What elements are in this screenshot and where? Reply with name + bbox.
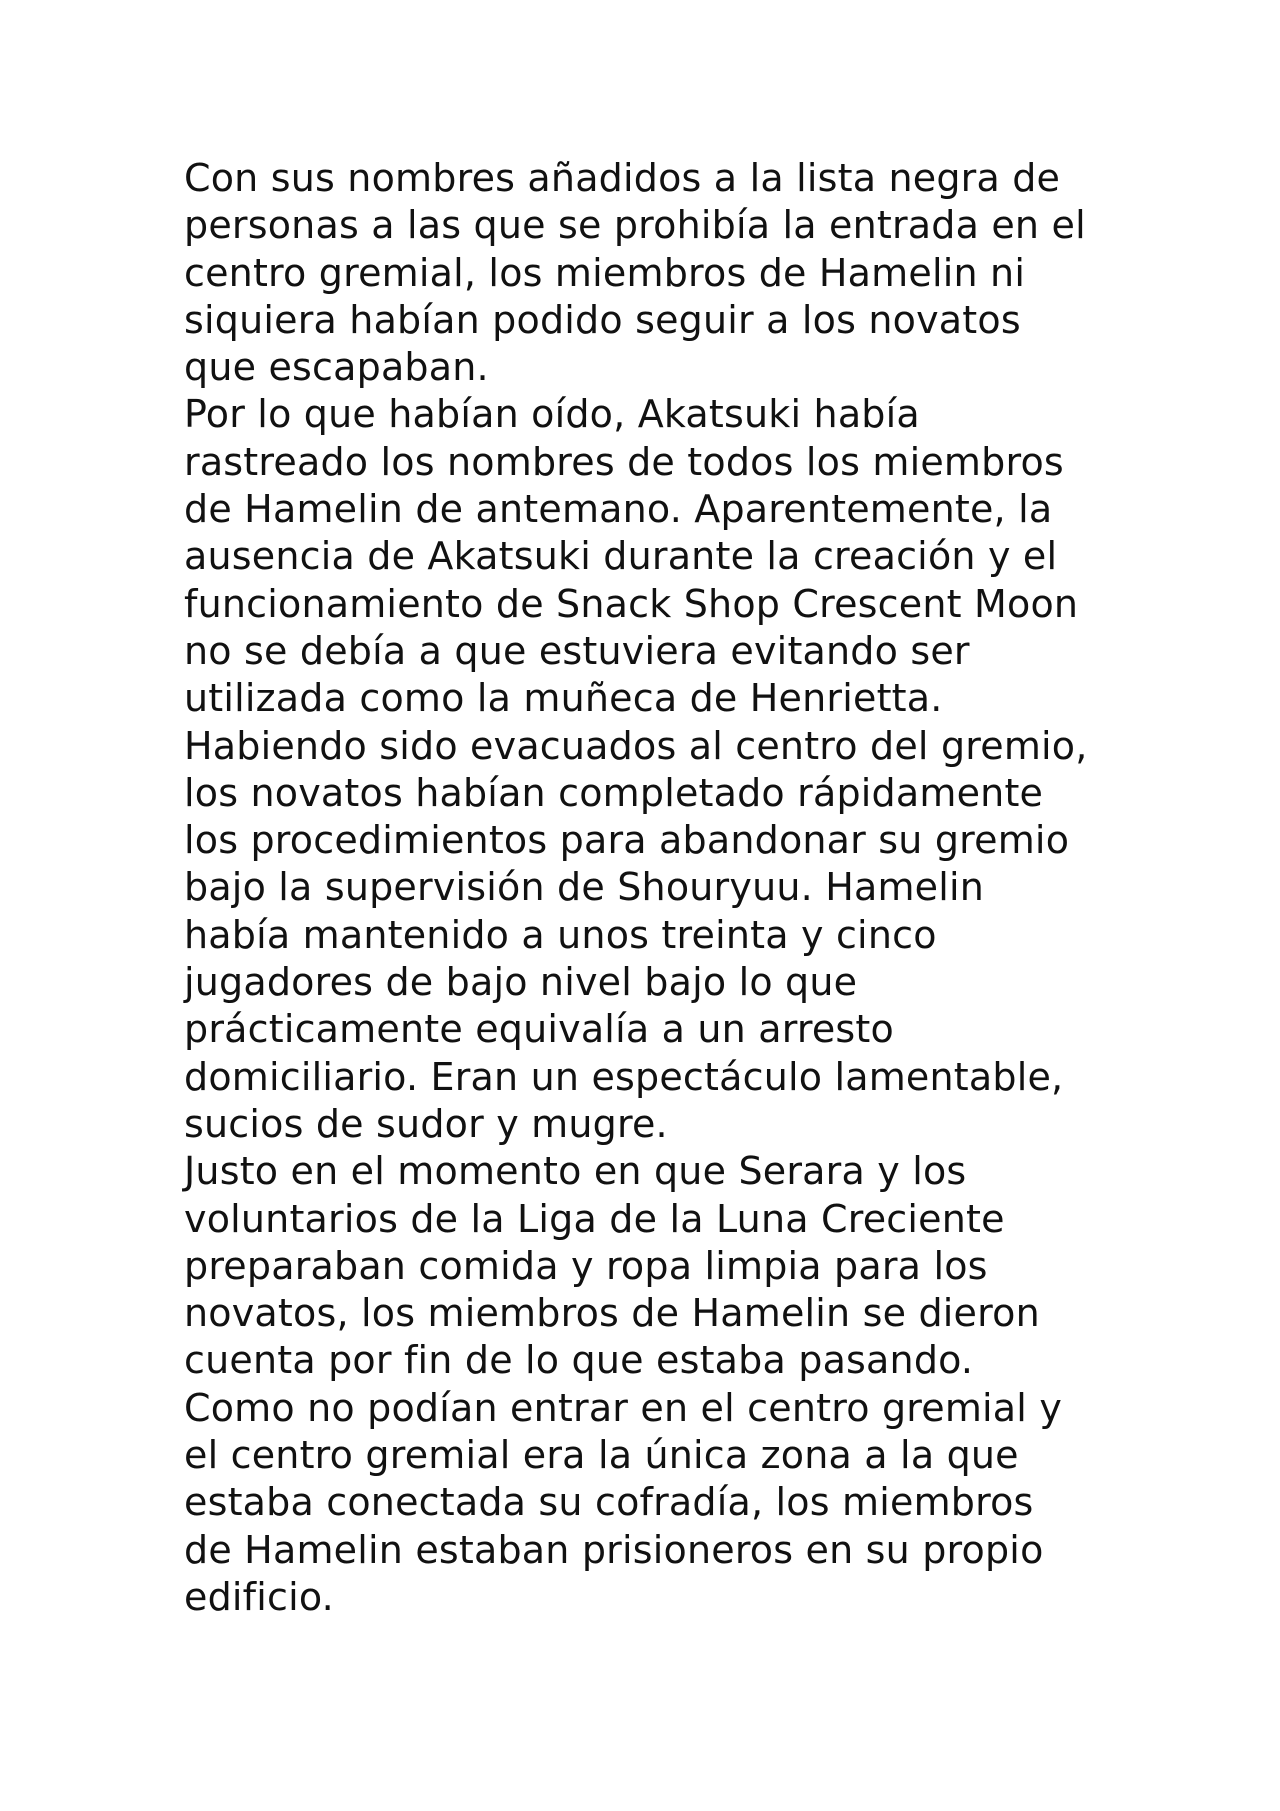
text-line: prácticamente equivalía a un arresto: [184, 1007, 894, 1052]
text-line: ausencia de Akatsuki durante la creación y el: [184, 534, 1058, 579]
text-line: el centro gremial era la única zona a la que: [184, 1433, 1019, 1478]
text-line: novatos, los miembros de Hamelin se dieron: [184, 1291, 1040, 1336]
text-line: centro gremial, los miembros de Hamelin ni: [184, 250, 1026, 295]
text-line: domiciliario. Eran un espectáculo lamentable,: [184, 1054, 1064, 1099]
text-line: siquiera habían podido seguir a los novatos: [184, 297, 1021, 342]
text-line: voluntarios de la Liga de la Luna Creciente: [184, 1196, 1005, 1241]
text-line: los procedimientos para abandonar su gremio: [184, 818, 1070, 863]
document-text: [184, 155, 1124, 1621]
text-line: de Hamelin estaban prisioneros en su propio: [184, 1527, 1044, 1572]
text-line: sucios de sudor y mugre.: [184, 1101, 668, 1146]
text-line: Con sus nombres añadidos a la lista negra de: [184, 156, 1061, 200]
text-line: Justo en el momento en que Serara y los: [184, 1149, 967, 1194]
text-line: Habiendo sido evacuados al centro del gremio,: [184, 723, 1088, 768]
text-line: de Hamelin de antemano. Aparentemente, la: [184, 487, 1053, 532]
text-line: rastreado los nombres de todos los miembros: [184, 439, 1064, 484]
text-line: personas a las que se prohibía la entrada en el: [184, 203, 1086, 248]
paragraph-4: [184, 1148, 1124, 1384]
text-line: edificio.: [184, 1574, 334, 1619]
text-line: estaba conectada su cofradía, los miembros: [184, 1480, 1034, 1525]
paragraph-3: [184, 723, 1124, 1149]
text-line: jugadores de bajo nivel bajo lo que: [184, 960, 858, 1005]
paragraph-5: [184, 1385, 1124, 1621]
text-line: Por lo que habían oído, Akatsuki había: [184, 392, 920, 437]
text-line: había mantenido a unos treinta y cinco: [184, 912, 937, 957]
text-line: Como no podían entrar en el centro gremial y: [184, 1385, 1063, 1430]
text-line: no se debía a que estuviera evitando ser: [184, 628, 970, 673]
text-line: que escapaban.: [184, 345, 489, 390]
paragraph-2: [184, 391, 1124, 722]
text-line: los novatos habían completado rápidamente: [184, 770, 1044, 815]
text-line: bajo la supervisión de Shouryuu. Hamelin: [184, 865, 985, 910]
text-line: funcionamiento de Snack Shop Crescent Moon: [184, 581, 1079, 626]
text-line: cuenta por fin de lo que estaba pasando.: [184, 1338, 974, 1383]
text-line: utilizada como la muñeca de Henrietta.: [184, 676, 943, 721]
paragraph-1: [184, 155, 1124, 391]
text-line: preparaban comida y ropa limpia para los: [184, 1243, 988, 1288]
